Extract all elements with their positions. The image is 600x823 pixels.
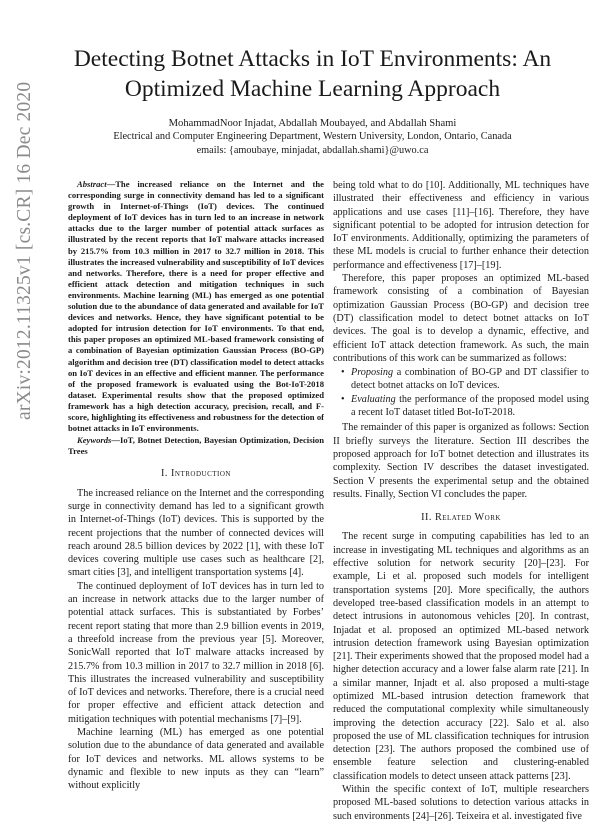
intro-paragraph-2: The continued deployment of IoT devices has in turn led to an increase in network attacks due to the larger number of potential attack surfaces. This is substantiated by Forbes’ recent report stating that more than 2.9 billion events in 2019, a threefold increase from the previous year [5]. Moreover, SonicWall reported that IoT malware attacks increased by 215.7% from 10.3 million in 2017 to 32.7 million in 2018 [6]. This illustrates the increased vulnerability and susceptibility of IoT devices and networks. Therefore, there is a crucial need for proper effective and efficient attack detection and mitigation techniques with potential mechanisms [7]–[9]. <box>68 580 324 725</box>
related-work-paragraph-1: The recent surge in computing capabilities has led to an increase in investigating ML techniques and algorithms as an effective solution for network security [20]–[23]. For example, Li et al. proposed such models for intelligent transportation systems [20]. More specifically, the authors developed tree-based classification models in an attempt to detect intrusions in autonomous vehicles [20]. In contrast, Injadat et al. proposed an optimized ML-based network intrusion detection framework using Bayesian optimization [21]. Their experiments showed that the proposed model had a higher detection accuracy and a lower false alarm rate [21]. In a similar manner, Injadt et al. also proposed a multi-stage optimized ML-based intrusion detection framework that reduced the computational complexity while simultaneously improving the detection accuracy [22]. Salo et al. also proposed the use of ML classification techniques for intrusion detection [23]. The authors proposed the combined use of ensemble feature selection and clustering-enabled classification models to detect unseen attack patterns [23]. <box>333 531 589 782</box>
contribution-item <box>333 366 589 393</box>
contribution-text: a combination of BO-GP and DT classifier to detect botnet attacks on IoT devices. <box>351 367 589 392</box>
contribution-text: the performance of the proposed model using a recent IoT dataset titled Bot-IoT-2018. <box>351 393 589 419</box>
intro-paragraph-1: The increased reliance on the Internet and the corresponding surge in connectivity demand has led to a significant growth in Internet-of-Things (IoT) devices. This is supported by the recent projections that the number of connected devices will reach around 28.5 billion devices by 2022 [1], with these IoT devices covering multiple use cases such as healthcare [2], smart cities [3], and intelligent transportation systems [4]. <box>68 487 324 579</box>
paper-emails: emails: {amoubaye, minjadat, abdallah.shami}@uwo.ca <box>196 145 429 156</box>
arxiv-identifier: arXiv:2012.11325v1 [cs.CR] 16 Dec 2020 <box>14 81 35 420</box>
keywords-lead: Keywords <box>77 435 112 446</box>
contribution-lead: Proposing <box>351 367 394 379</box>
intro-paragraph-3: Machine learning (ML) has emerged as one potential solution due to the abundance of data generated and available for IoT devices and networks. ML allows systems to be dynamic and flexible to new inputs as they can “learn” without explicitly <box>68 726 324 792</box>
contribution-list <box>333 366 589 419</box>
right-column <box>333 179 589 823</box>
related-work-paragraph-2: Within the specific context of IoT, multiple researchers proposed ML-based solutions to detection various attacks in such environments [24]–[26]. Teixeira et al. investigated five <box>333 784 589 822</box>
contribution-paragraph: Therefore, this paper proposes an optimized ML-based framework consisting of a combination of Bayesian optimization Gaussian Process (BO-GP) and decision tree (DT) classification model to detect botnet attacks on IoT devices. The goal is to develop a dynamic, effective, and efficient IoT attack detection framework. As such, the main contributions of this work can be summarized as follows: <box>333 273 589 364</box>
paper-affiliation: Electrical and Computer Engineering Department, Western University, London, Ontario, Canada <box>113 131 512 142</box>
abstract <box>68 179 324 434</box>
organization-paragraph: The remainder of this paper is organized as follows: Section II briefly surveys the literature. Section III describes the proposed approach for IoT botnet detection and illustrates its complexity. Section IV describes the dataset investigated. Section V presents the experimental setup and the obtained results. Finally, Section VI concludes the paper. <box>333 422 589 500</box>
left-column <box>68 179 324 792</box>
paper-authors: MohammadNoor Injadat, Abdallah Moubayed, and Abdallah Shami <box>168 118 457 129</box>
paper-title: Detecting Botnet Attacks in IoT Environments: An Optimized Machine Learning Approach <box>73 46 552 102</box>
abstract-lead: Abstract <box>77 179 107 189</box>
intro-paragraph-continued: being told what to do [10]. Additionally, ML techniques have illustrated their effectiveness and efficiency in various applications and use cases [11]–[16]. Therefore, they have significant potential to be adopted for intrusion detection for IoT environments. Additionally, optimizing the parameters of these ML models is crucial to further enhance their detection performance and effectiveness [17]–[19]. <box>333 180 589 271</box>
keywords <box>68 435 324 457</box>
section-heading-related-work: II. Related Work <box>421 512 501 524</box>
keywords-text: —IoT, Botnet Detection, Bayesian Optimization, Decision Trees <box>68 435 324 457</box>
contribution-item <box>333 393 589 420</box>
section-heading-introduction: I. Introduction <box>161 468 231 480</box>
abstract-text: —The increased reliance on the Internet and the corresponding surge in connectivity demand has led to a significant growth in Internet-of-Things (IoT) devices. The continued deployment of IoT devices has in turn led to an increase in network attacks due to the larger number of potential attack surfaces as illustrated by the recent reports that IoT malware attacks increased by 215.7% from 10.3 million in 2017 to 32.7 million in 2018. This illustrates the increased vulnerability and susceptibility of IoT devices and networks. Therefore, there is a need for proper effective and efficient attack detection and mitigation techniques in such environments. Machine learning (ML) has emerged as one potential solution due to the abundance of data generated and available for IoT devices and networks. Hence, they have significant potential to be adopted for intrusion detection for IoT environments. To that end, this paper proposes an optimized ML-based framework consisting of a combination of Bayesian optimization Gaussian Process (BO-GP) algorithm and decision tree (DT) classification model to detect attacks on IoT devices in an effective and efficient manner. The performance of the proposed framework is evaluated using the Bot-IoT-2018 dataset. Experimental results show that the proposed optimized framework has a high detection accuracy, precision, recall, and F-score, highlighting its effectiveness and robustness for the detection of botnet attacks in IoT environments. <box>68 179 324 434</box>
contribution-lead: Evaluating <box>351 393 396 405</box>
